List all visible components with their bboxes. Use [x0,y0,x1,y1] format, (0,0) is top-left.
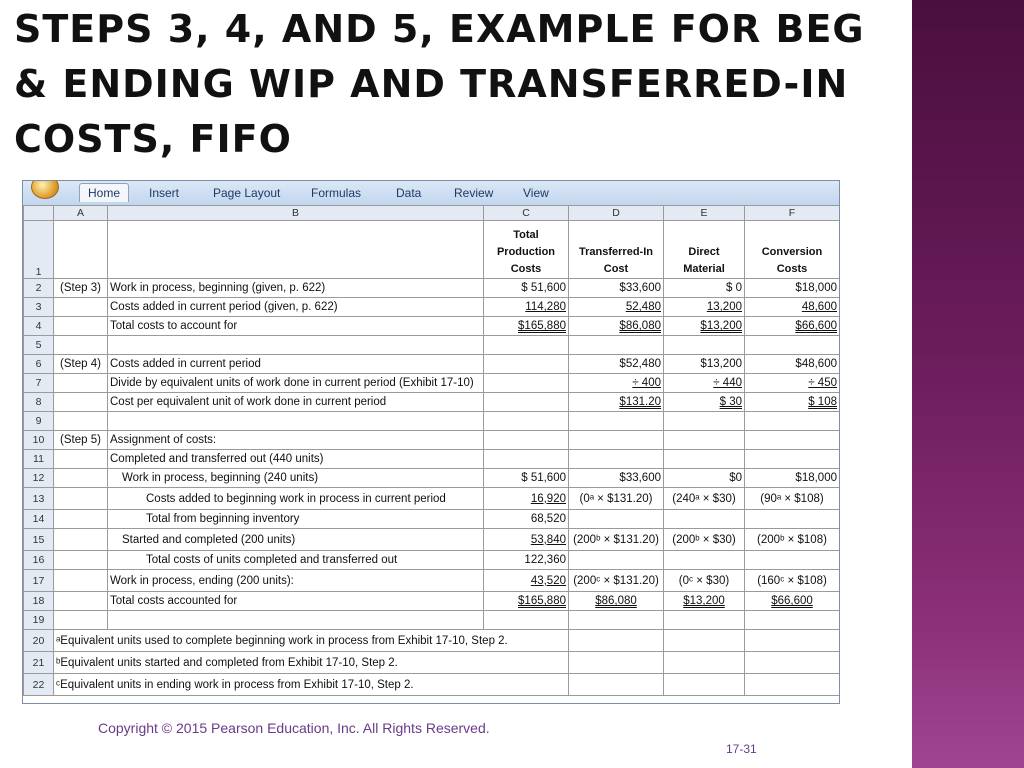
cell-a[interactable] [54,592,108,611]
cell-a[interactable] [54,450,108,469]
cell-d[interactable] [569,412,664,431]
row-number[interactable]: 11 [24,450,54,469]
header-line: Material [683,263,725,275]
cell-a[interactable] [54,570,108,592]
cell-d[interactable] [569,336,664,355]
header-line: Transferred-In [579,246,653,258]
cell-e[interactable]: $13,200 [664,592,745,611]
footnote-cell[interactable]: ᵃEquivalent units used to complete beginning work in process from Exhibit 17-10, Step 2. [54,630,569,652]
table-row [24,431,840,450]
cell-e[interactable]: $0 [664,469,745,488]
row-number[interactable]: 9 [24,412,54,431]
row-number[interactable]: 6 [24,355,54,374]
cell-e[interactable] [664,336,745,355]
cell-c[interactable]: 43,520 [484,570,569,592]
cell-c[interactable]: 114,280 [484,298,569,317]
cell-b[interactable]: Total costs accounted for [108,592,484,611]
cell-d[interactable]: $86,080 [569,592,664,611]
cell-b[interactable]: Costs added in current period (given, p. 622) [108,298,484,317]
cell-a[interactable] [54,510,108,529]
header-direct-material[interactable] [664,221,745,279]
header-line: Production [496,246,556,258]
cell-f[interactable]: $66,600 [745,592,840,611]
cell[interactable] [745,630,840,652]
row-number[interactable]: 7 [24,374,54,393]
cell-c[interactable] [484,412,569,431]
cell-d[interactable]: $52,480 [569,355,664,374]
cell-c[interactable] [484,393,569,412]
cell-c[interactable] [484,374,569,393]
cell-e[interactable]: (0ᶜ × $30) [664,570,745,592]
tab-review[interactable]: Review [454,186,494,200]
cell-e[interactable]: (200ᵇ × $30) [664,529,745,551]
cell-c[interactable] [484,336,569,355]
header-line: Cost [603,263,629,275]
cell-d[interactable]: $86,080 [569,317,664,336]
cell-a[interactable] [54,336,108,355]
select-all-corner[interactable] [24,206,54,221]
cell-a[interactable] [54,469,108,488]
cell-d[interactable]: ÷ 400 [569,374,664,393]
cell-b[interactable]: Cost per equivalent unit of work done in current period [108,393,484,412]
table-row [24,592,840,611]
cell-c[interactable]: $ 51,600 [484,279,569,298]
table-row [24,450,840,469]
row-number[interactable]: 1 [24,221,54,279]
table-row [24,393,840,412]
column-header-row [24,206,840,221]
cell-b[interactable]: Costs added to beginning work in process in current period [108,488,484,510]
header-line: Conversion [761,246,823,258]
decorative-side-band [912,0,1024,768]
cell-e[interactable]: $13,200 [664,355,745,374]
table-row [24,298,840,317]
cell-a[interactable] [54,317,108,336]
cell-d[interactable]: $33,600 [569,279,664,298]
cell-c[interactable]: $165,880 [484,317,569,336]
slide-title: STEPS 3, 4, AND 5, EXAMPLE FOR BEG & ENDING WIP AND TRANSFERRED-IN COSTS, FIFO [14,7,865,161]
cell-f[interactable] [745,510,840,529]
tab-formulas[interactable]: Formulas [311,186,362,200]
column-header-c[interactable]: C [484,206,569,221]
cell-b[interactable]: Total costs of units completed and transferred out [108,551,484,570]
header-conversion-costs[interactable] [745,221,840,279]
cell-c[interactable] [484,355,569,374]
cell-b[interactable]: Assignment of costs: [108,431,484,450]
cell-e[interactable]: $13,200 [664,317,745,336]
header-line: Costs [510,263,542,275]
row-number[interactable]: 13 [24,488,54,510]
cell-b[interactable]: Total from beginning inventory [108,510,484,529]
cell-b[interactable] [108,611,484,630]
tab-page-layout[interactable]: Page Layout [213,186,281,200]
cell-b[interactable]: Work in process, beginning (given, p. 622) [108,279,484,298]
cell[interactable] [745,674,840,696]
tab-view[interactable]: View [523,186,549,200]
tab-home[interactable]: Home [79,183,129,202]
row-number[interactable]: 17 [24,570,54,592]
cell-a[interactable]: (Step 4) [54,355,108,374]
row-number[interactable]: 3 [24,298,54,317]
column-header-a[interactable]: A [54,206,108,221]
cell[interactable] [745,652,840,674]
footnote-cell[interactable]: ᵇEquivalent units started and completed from Exhibit 17-10, Step 2. [54,652,569,674]
table-row [24,317,840,336]
cell[interactable] [569,674,664,696]
cell-d[interactable]: (200ᵇ × $131.20) [569,529,664,551]
cell-b[interactable]: Total costs to account for [108,317,484,336]
column-header-f[interactable]: F [745,206,840,221]
table-row [24,336,840,355]
row-number[interactable]: 14 [24,510,54,529]
cell-a[interactable] [54,488,108,510]
cell-a[interactable]: (Step 5) [54,431,108,450]
cell-f[interactable]: $ 108 [745,393,840,412]
table-row [24,488,840,510]
cell-b[interactable]: Work in process, ending (200 units): [108,570,484,592]
ribbon-tab-bar [23,181,839,206]
table-row [24,611,840,630]
table-row [24,510,840,529]
table-row [24,570,840,592]
cell-f[interactable]: $18,000 [745,279,840,298]
cell-c[interactable] [484,450,569,469]
cell-e[interactable]: 13,200 [664,298,745,317]
cell-f[interactable] [745,551,840,570]
cell-d[interactable] [569,450,664,469]
cell-b[interactable] [108,336,484,355]
cell-e[interactable] [664,611,745,630]
cell-c[interactable] [484,431,569,450]
table-row [24,551,840,570]
cell[interactable] [569,630,664,652]
cell-b[interactable]: Started and completed (200 units) [108,529,484,551]
table-row [24,529,840,551]
tab-insert[interactable]: Insert [149,186,180,200]
table-row [24,469,840,488]
cell-c[interactable] [484,611,569,630]
cell-d[interactable]: $131.20 [569,393,664,412]
header-total-production-costs[interactable] [484,221,569,279]
header-line: Direct [688,246,720,258]
cell[interactable] [664,630,745,652]
cell-f[interactable] [745,431,840,450]
cell-f[interactable] [745,611,840,630]
table-row [24,630,840,652]
copyright-notice: Copyright © 2015 Pearson Education, Inc. All Rights Reserved. [98,720,490,736]
cell-d[interactable]: 52,480 [569,298,664,317]
table-row [24,374,840,393]
row-number[interactable]: 19 [24,611,54,630]
table-row [24,279,840,298]
cell[interactable] [54,221,108,279]
cell-c[interactable]: 16,920 [484,488,569,510]
cell-b[interactable]: Completed and transferred out (440 units) [108,450,484,469]
cell-b[interactable] [108,412,484,431]
header-line: Costs [776,263,808,275]
cell-e[interactable] [664,412,745,431]
cell-f[interactable] [745,450,840,469]
column-header-d[interactable]: D [569,206,664,221]
worksheet-body [24,279,840,696]
cell-a[interactable] [54,298,108,317]
row-number[interactable]: 18 [24,592,54,611]
cell-e[interactable]: ÷ 440 [664,374,745,393]
cell-f[interactable] [745,412,840,431]
cell-e[interactable]: $ 30 [664,393,745,412]
cell-c[interactable]: 53,840 [484,529,569,551]
cell-e[interactable] [664,450,745,469]
cell-a[interactable] [54,393,108,412]
table-row [24,355,840,374]
page-number: 17-31 [726,742,757,756]
table-row [24,412,840,431]
column-header-e[interactable]: E [664,206,745,221]
cell-b[interactable]: Divide by equivalent units of work done in current period (Exhibit 17-10) [108,374,484,393]
cell-d[interactable]: (0ᵃ × $131.20) [569,488,664,510]
cell-d[interactable] [569,611,664,630]
cell-c[interactable]: $ 51,600 [484,469,569,488]
cell-d[interactable]: $33,600 [569,469,664,488]
cell[interactable] [108,221,484,279]
cell-f[interactable]: (160ᶜ × $108) [745,570,840,592]
row-number[interactable]: 20 [24,630,54,652]
row-number[interactable]: 5 [24,336,54,355]
table-row [24,652,840,674]
row-number[interactable]: 8 [24,393,54,412]
row-number[interactable]: 10 [24,431,54,450]
cell-a[interactable] [54,412,108,431]
row-number[interactable]: 16 [24,551,54,570]
row-number[interactable]: 15 [24,529,54,551]
cell-d[interactable] [569,510,664,529]
footnote-cell[interactable]: ᶜEquivalent units in ending work in process from Exhibit 17-10, Step 2. [54,674,569,696]
row-number[interactable]: 22 [24,674,54,696]
cell-b[interactable]: Work in process, beginning (240 units) [108,469,484,488]
table-row [24,674,840,696]
cell-e[interactable] [664,510,745,529]
row-number[interactable]: 12 [24,469,54,488]
spreadsheet-window [22,180,840,704]
cell-a[interactable] [54,529,108,551]
row-number[interactable]: 4 [24,317,54,336]
column-header-b[interactable]: B [108,206,484,221]
cost-worksheet-table [23,205,840,696]
cell[interactable] [664,652,745,674]
header-line: Total [513,229,539,241]
cell-d[interactable]: (200ᶜ × $131.20) [569,570,664,592]
row-number[interactable]: 2 [24,279,54,298]
cell[interactable] [664,674,745,696]
header-transferred-in-cost[interactable] [569,221,664,279]
cell-f[interactable]: $66,600 [745,317,840,336]
cell-c[interactable]: $165,880 [484,592,569,611]
office-button-icon[interactable] [31,180,59,199]
cell-b[interactable]: Costs added in current period [108,355,484,374]
cell-c[interactable]: 122,360 [484,551,569,570]
cell-e[interactable]: $ 0 [664,279,745,298]
cell-f[interactable]: (200ᵇ × $108) [745,529,840,551]
header-labels-row [24,221,840,279]
cell-f[interactable]: ÷ 450 [745,374,840,393]
cell-e[interactable] [664,431,745,450]
cell-a[interactable] [54,611,108,630]
cell-e[interactable]: (240ᵃ × $30) [664,488,745,510]
cell-a[interactable] [54,374,108,393]
cell-a[interactable] [54,551,108,570]
cell-d[interactable] [569,431,664,450]
cell-f[interactable]: $18,000 [745,469,840,488]
cell-a[interactable]: (Step 3) [54,279,108,298]
cell[interactable] [569,652,664,674]
cell-f[interactable]: $48,600 [745,355,840,374]
cell-d[interactable] [569,551,664,570]
cell-c[interactable]: 68,520 [484,510,569,529]
row-number[interactable]: 21 [24,652,54,674]
cell-f[interactable] [745,336,840,355]
tab-data[interactable]: Data [396,186,422,200]
cell-e[interactable] [664,551,745,570]
cell-f[interactable]: 48,600 [745,298,840,317]
cell-f[interactable]: (90ᵃ × $108) [745,488,840,510]
